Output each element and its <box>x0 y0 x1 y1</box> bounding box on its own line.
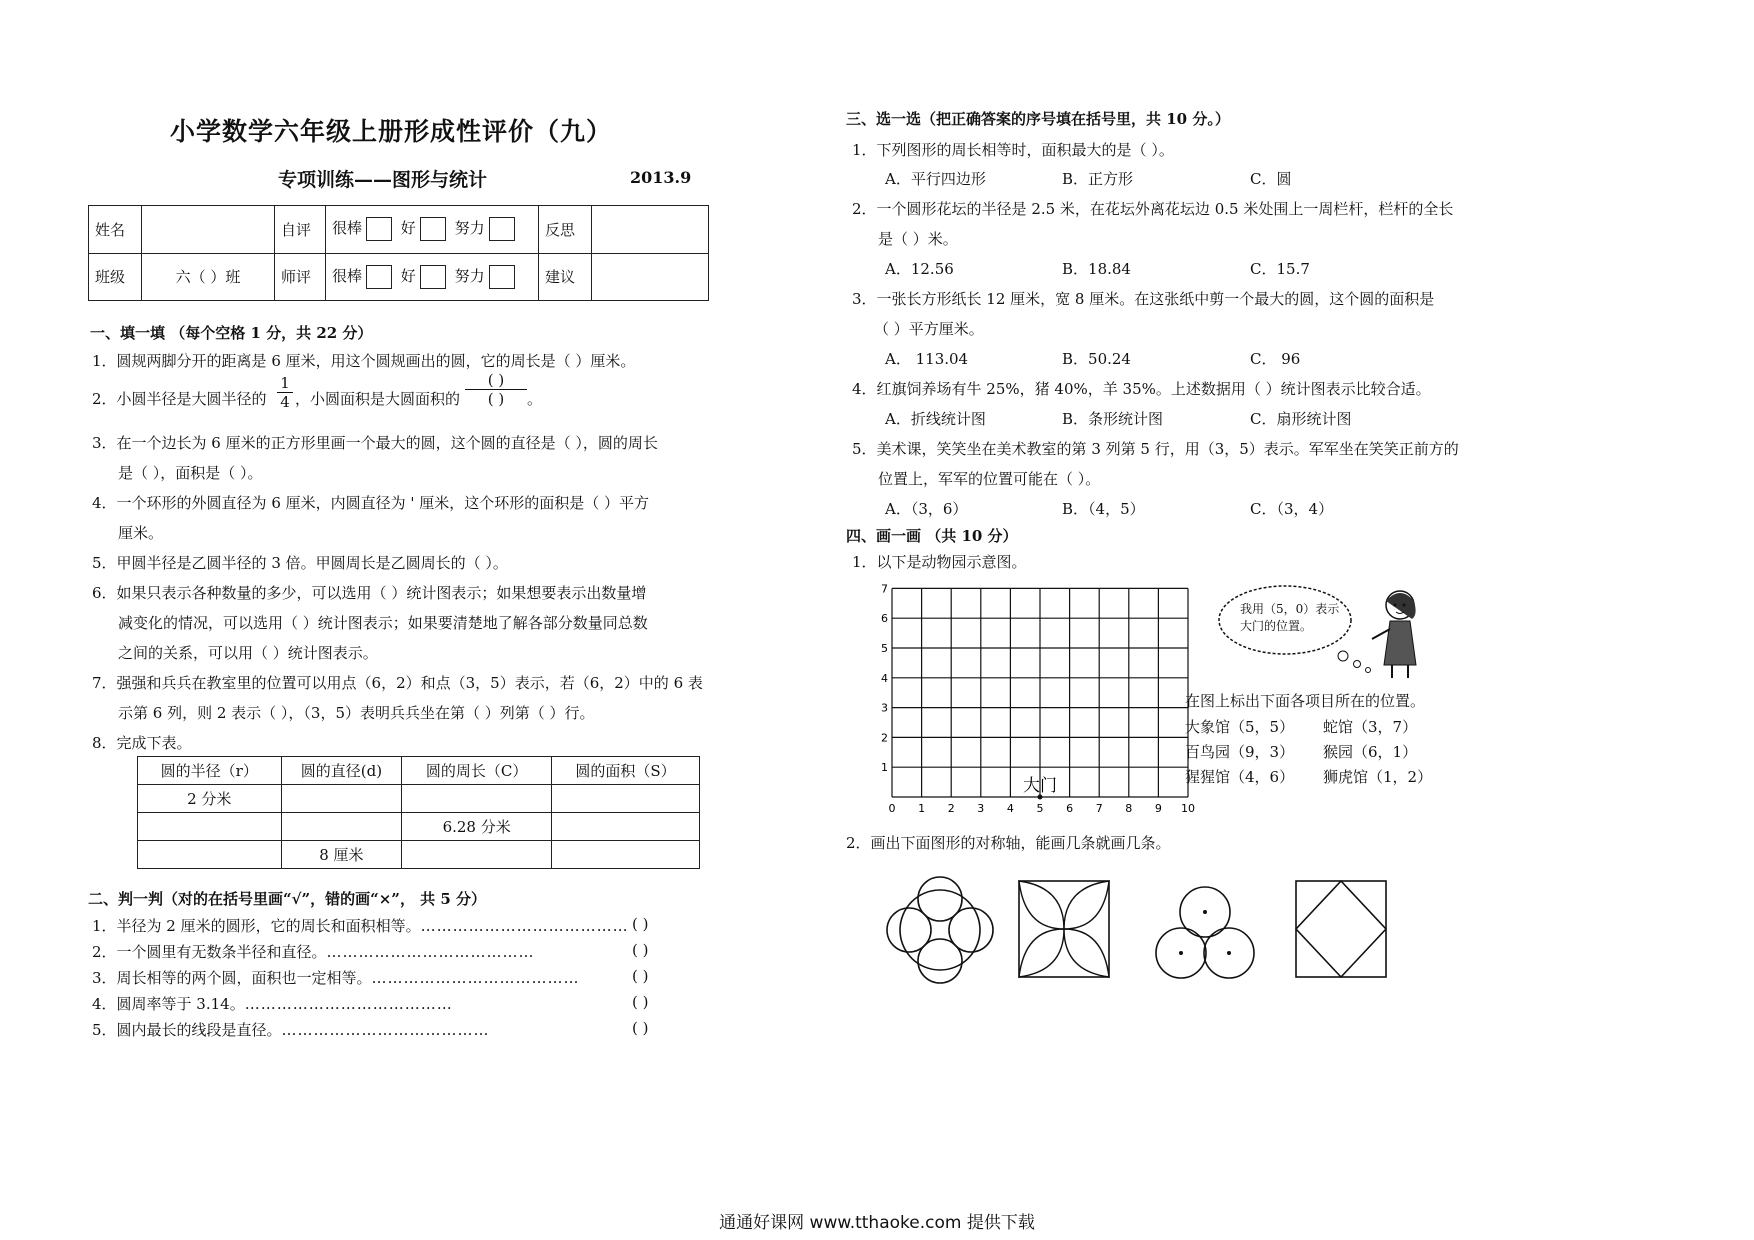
x-tick-label: 4 <box>1006 802 1014 815</box>
s3-q4-opt-c: C．扇形统计图 <box>1250 410 1352 428</box>
s1-q6b: 减变化的情况，可以选用（ ）统计图表示；如果要清楚地了解各部分数量同总数 <box>118 614 648 632</box>
s1-q8: 8．完成下表。 <box>92 734 192 752</box>
name-label: 姓名 <box>89 206 142 254</box>
name-field[interactable] <box>142 206 275 254</box>
judge-item-text: 5．圆内最长的线段是直径。 <box>92 1021 282 1039</box>
place-monkey: 猴园（6，1） <box>1323 743 1418 761</box>
answer-bracket[interactable]: ( ) <box>632 915 649 933</box>
leader-dots: ………………………………… <box>326 943 535 961</box>
x-tick-label: 0 <box>888 802 896 815</box>
s3-q5a: 5．美术课，笑笑坐在美术教室的第 3 列第 5 行，用（3，5）表示。军军坐在笑笑正前方的 <box>852 440 1459 458</box>
table-cell[interactable] <box>552 785 700 813</box>
table-header: 圆的周长（C） <box>402 757 552 785</box>
y-tick-label: 2 <box>881 731 888 745</box>
x-tick-label: 5 <box>1036 802 1044 815</box>
x-tick-label: 3 <box>977 802 985 815</box>
judge-item-text: 4．圆周率等于 3.14。 <box>92 995 245 1013</box>
s3-q2a: 2．一个圆形花坛的半径是 2.5 米，在花坛外离花坛边 0.5 米处围上一周栏杆，栏杆的全长 <box>852 200 1454 218</box>
figure-square-with-diamond[interactable] <box>1292 877 1392 982</box>
table-header: 圆的半径（r） <box>138 757 282 785</box>
s3-q3-opt-b: B．50.24 <box>1062 350 1131 368</box>
table-row <box>138 813 700 841</box>
s3-q2b: 是（ ）米。 <box>878 230 958 248</box>
s3-q5-opt-c: C．（3，4） <box>1250 500 1334 518</box>
s3-q3a: 3．一张长方形纸长 12 厘米，宽 8 厘米。在这张纸中剪一个最大的圆，这个圆的面积是 <box>852 290 1435 308</box>
self-eval-label: 自评 <box>275 206 326 254</box>
zoo-map-grid[interactable] <box>880 575 1210 815</box>
judge-item-text: 3．周长相等的两个圆，面积也一定相等。 <box>92 969 372 987</box>
fraction-answer-blank[interactable]: ( ) ( ) <box>465 371 527 408</box>
rating-box[interactable] <box>489 265 515 289</box>
s3-q5b: 位置上，军军的位置可能在（ ）。 <box>878 470 1101 488</box>
teacher-eval-ratings: 很棒 好 努力 <box>326 253 539 301</box>
s1-q1: 1．圆规两脚分开的距离是 6 厘米，用这个圆规画出的圆，它的周长是（ ）厘米。 <box>92 352 636 370</box>
section4-heading: 四、画一画 （共 10 分） <box>846 527 1018 545</box>
y-tick-label: 4 <box>881 671 888 685</box>
judge-item <box>92 1019 490 1040</box>
y-tick-label: 1 <box>881 761 888 775</box>
advice-label: 建议 <box>539 253 592 301</box>
reflect-field[interactable] <box>592 206 709 254</box>
s1-q4b: 厘米。 <box>118 524 164 542</box>
answer-bracket[interactable]: ( ) <box>632 993 649 1011</box>
s1-q6a: 6．如果只表示各种数量的多少，可以选用（ ）统计图表示；如果想要表示出数量增 <box>92 584 647 602</box>
leader-dots: ………………………………… <box>371 969 580 987</box>
s3-q3-opt-c: C． 96 <box>1250 350 1301 368</box>
y-tick-label: 5 <box>881 642 888 655</box>
judge-item <box>92 915 629 936</box>
page-subtitle: 专项训练——图形与统计 <box>278 169 488 191</box>
table-cell[interactable]: 2 分米 <box>138 785 282 813</box>
section1-heading: 一、填一填 （每个空格 1 分，共 22 分） <box>90 324 373 342</box>
table-header: 圆的面积（S） <box>552 757 700 785</box>
judge-item <box>92 993 453 1014</box>
section3-heading: 三、选一选（把正确答案的序号填在括号里，共 10 分。） <box>846 110 1230 128</box>
s3-q2-opt-b: B．18.84 <box>1062 260 1131 278</box>
page-title: 小学数学六年级上册形成性评价（九） <box>170 117 613 146</box>
y-tick-label: 6 <box>881 612 888 626</box>
table-cell[interactable] <box>281 785 402 813</box>
place-snake: 蛇馆（3，7） <box>1323 718 1418 736</box>
table-cell[interactable] <box>402 785 552 813</box>
answer-bracket[interactable]: ( ) <box>632 1019 649 1037</box>
place-birds: 百鸟园（9，3） <box>1185 743 1295 761</box>
table-row <box>138 841 700 869</box>
s1-q7b: 示第 6 列，则 2 表示（ ），（3，5）表明兵兵坐在第（ ）列第（ ）行。 <box>118 704 595 722</box>
s1-q3a: 3．在一个边长为 6 厘米的正方形里画一个最大的圆，这个圆的直径是（ ），圆的周长 <box>92 434 658 452</box>
answer-bracket[interactable]: ( ) <box>632 967 649 985</box>
s1-q2-pre: 2．小圆半径是大圆半径的 <box>92 390 267 408</box>
s3-q4-opt-a: A．折线统计图 <box>885 410 986 428</box>
s1-q7a: 7．强强和兵兵在教室里的位置可以用点（6，2）和点（3，5）表示，若（6，2）中的 6 表 <box>92 674 703 692</box>
class-field[interactable]: 六（ ）班 <box>142 253 275 301</box>
class-label: 班级 <box>89 253 142 301</box>
s3-q3b: （ ）平方厘米。 <box>874 320 984 338</box>
exam-date: 2013.9 <box>630 168 692 187</box>
s3-q5-opt-b: B．（4，5） <box>1062 500 1145 518</box>
student-info-table <box>88 205 709 301</box>
s3-q4-opt-b: B．条形统计图 <box>1062 410 1164 428</box>
s1-q5: 5．甲圆半径是乙圆半径的 3 倍。甲圆周长是乙圆周长的（ ）。 <box>92 554 508 572</box>
circle-table <box>137 756 700 869</box>
self-eval-ratings: 很棒 好 努力 <box>326 206 539 254</box>
leader-dots: ………………………………… <box>420 917 629 935</box>
rating-box[interactable] <box>420 265 446 289</box>
leader-dots: ………………………………… <box>244 995 453 1013</box>
gate-label: 大门 <box>1023 776 1057 796</box>
table-cell[interactable] <box>138 813 282 841</box>
table-cell[interactable] <box>552 841 700 869</box>
x-tick-label: 10 <box>1181 802 1195 815</box>
table-cell[interactable] <box>281 813 402 841</box>
y-tick-label: 3 <box>881 701 888 715</box>
s3-q1-opt-b: B．正方形 <box>1062 170 1134 188</box>
s3-q1-opt-a: A．平行四边形 <box>885 170 986 188</box>
x-tick-label: 6 <box>1066 802 1074 815</box>
table-header: 圆的直径(d) <box>281 757 402 785</box>
s3-q3-opt-a: A． 113.04 <box>885 350 969 368</box>
advice-field[interactable] <box>592 253 709 301</box>
s1-q2-mid: ，小圆面积是大圆面积的 <box>295 390 461 408</box>
s3-q1: 1．下列图形的周长相等时，面积最大的是（ ）。 <box>852 141 1174 159</box>
place-elephant: 大象馆（5，5） <box>1185 718 1295 736</box>
rating-box[interactable] <box>420 217 446 241</box>
s4-instruction: 在图上标出下面各项目所在的位置。 <box>1185 692 1426 710</box>
x-tick-label: 8 <box>1125 802 1133 815</box>
fraction-one-quarter: $\frac{1}{4}$ <box>277 374 293 411</box>
rating-box[interactable] <box>366 217 392 241</box>
judge-item-text: 1．半径为 2 厘米的圆形，它的周长和面积相等。 <box>92 917 421 935</box>
x-tick-label: 1 <box>918 802 926 815</box>
y-tick-label: 7 <box>881 582 888 596</box>
teacher-eval-label: 师评 <box>275 253 326 301</box>
table-cell[interactable] <box>402 841 552 869</box>
s1-q4a: 4．一个环形的外圆直径为 6 厘米，内圆直径为 ' 厘米，这个环形的面积是（ ）平方 <box>92 494 650 512</box>
rating-box[interactable] <box>489 217 515 241</box>
table-cell[interactable]: 6.28 分米 <box>402 813 552 841</box>
girl-illustration-icon <box>1370 585 1430 680</box>
table-cell[interactable] <box>138 841 282 869</box>
section2-heading: 二、判一判（对的在括号里画“√”，错的画“×”， 共 5 分） <box>88 890 487 908</box>
bubble-text-1: 我用（5，0）表示 <box>1240 602 1340 616</box>
s3-q2-opt-c: C．15.7 <box>1250 260 1310 278</box>
figure-four-petal-circle[interactable] <box>880 875 1000 985</box>
reflect-label: 反思 <box>539 206 592 254</box>
judge-item-text: 2．一个圆里有无数条半径和直径。 <box>92 943 327 961</box>
x-tick-label: 9 <box>1154 802 1162 815</box>
s4-q1: 1．以下是动物园示意图。 <box>852 553 1027 571</box>
table-cell[interactable]: 8 厘米 <box>281 841 402 869</box>
leader-dots: ………………………………… <box>281 1021 490 1039</box>
rating-box[interactable] <box>366 265 392 289</box>
judge-item <box>92 967 580 988</box>
figure-three-circles[interactable] <box>1150 877 1260 982</box>
footer-source: 通通好课网 www.tthaoke.com 提供下载 <box>719 1213 1035 1233</box>
table-row <box>138 785 700 813</box>
s4-q2: 2．画出下面图形的对称轴，能画几条就画几条。 <box>846 834 1171 852</box>
answer-bracket[interactable]: ( ) <box>632 941 649 959</box>
bubble-text-2: 大门的位置。 <box>1240 619 1313 633</box>
s3-q1-opt-c: C．圆 <box>1250 170 1292 188</box>
judge-item <box>92 941 535 962</box>
x-tick-label: 7 <box>1095 802 1103 815</box>
s3-q4: 4．红旗饲养场有牛 25%，猪 40%，羊 35%。上述数据用（ ）统计图表示比较合适。 <box>852 380 1431 398</box>
place-lion-tiger: 狮虎馆（1，2） <box>1323 768 1433 786</box>
x-tick-label: 2 <box>947 802 955 815</box>
s3-q2-opt-a: A．12.56 <box>885 260 954 278</box>
table-cell[interactable] <box>552 813 700 841</box>
figure-square-with-petals[interactable] <box>1015 877 1115 982</box>
s1-q2-end: 。 <box>527 390 543 408</box>
s1-q6c: 之间的关系，可以用（ ）统计图表示。 <box>118 644 378 662</box>
place-gorilla: 猩猩馆（4，6） <box>1185 768 1295 786</box>
s1-q3b: 是（ ），面积是（ ）。 <box>118 464 263 482</box>
s3-q5-opt-a: A．（3，6） <box>885 500 968 518</box>
